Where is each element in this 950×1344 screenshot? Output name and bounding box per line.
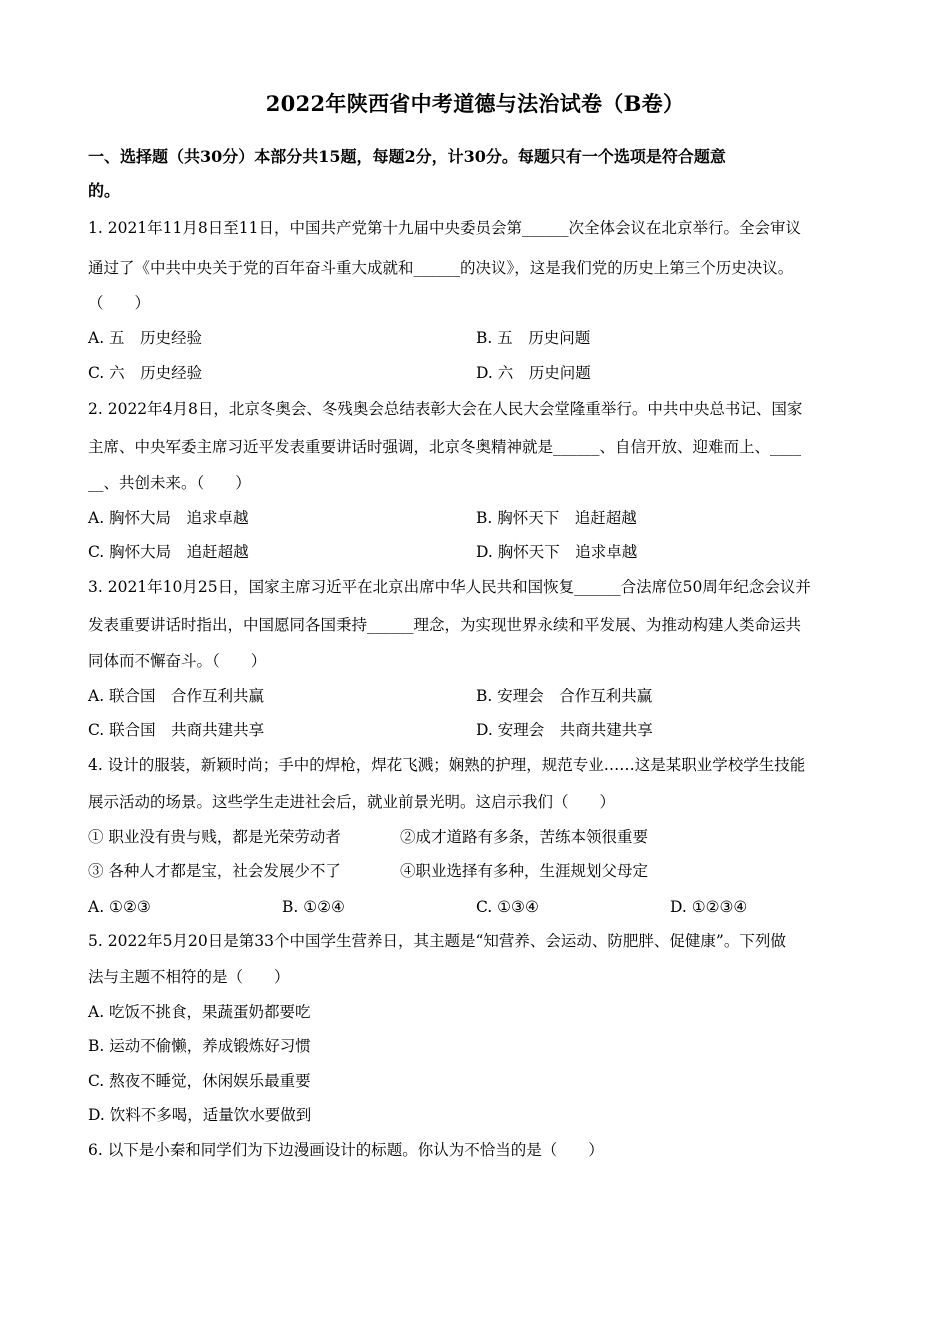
q5-option-a: A. 吃饭不挑食，果蔬蛋奶都要吃 [88, 1003, 311, 1021]
q2-stem-line3: __、共创未来。（ ） [88, 474, 251, 492]
q1-option-a: A. 五 历史经验 [88, 329, 203, 347]
q4-option-b: B. ①②④ [282, 898, 345, 916]
q1-option-b: B. 五 历史问题 [476, 329, 591, 347]
q4-statement-4: ④职业选择有多种，生涯规划父母定 [400, 862, 649, 880]
q5-option-b: B. 运动不偷懒，养成锻炼好习惯 [88, 1037, 311, 1055]
q3-option-c: C. 联合国 共商共建共享 [88, 721, 265, 739]
q2-stem-line2: 主席、中央军委主席习近平发表重要讲话时强调，北京冬奥精神就是______、自信开放、迎难而上、____ [88, 438, 802, 456]
q4-statement-1: ① 职业没有贵与贱，都是光荣劳动者 [88, 828, 341, 846]
q5-option-c: C. 熬夜不睡觉，休闲娱乐最重要 [88, 1072, 311, 1090]
q4-option-d: D. ①②③④ [670, 898, 748, 916]
q2-option-d: D. 胸怀天下 追求卓越 [476, 543, 638, 561]
q3-stem-line2: 发表重要讲话时指出，中国愿同各国秉持______理念，为实现世界永续和平发展、为推动构建人类命运共 [88, 616, 802, 634]
q3-option-a: A. 联合国 合作互利共赢 [88, 687, 265, 705]
q1-option-d: D. 六 历史问题 [476, 364, 591, 382]
q1-stem-line3: （ ） [88, 294, 151, 312]
q2-option-a: A. 胸怀大局 追求卓越 [88, 509, 249, 527]
q5-stem-line2: 法与主题不相符的是（ ） [88, 968, 290, 986]
q2-option-c: C. 胸怀大局 追赶超越 [88, 543, 249, 561]
q1-stem-line1: 1. 2021年11月8日至11日，中国共产党第十九届中央委员会第______次全体会议在北京举行。全会审议 [88, 219, 801, 237]
q4-statement-3: ③ 各种人才都是宝，社会发展少不了 [88, 862, 341, 880]
q4-statement-2: ②成才道路有多条，苦练本领很重要 [400, 828, 649, 846]
q5-option-d: D. 饮料不多喝，适量饮水要做到 [88, 1106, 312, 1124]
section-heading [88, 140, 864, 208]
q4-stem-line2: 展示活动的场景。这些学生走进社会后，就业前景光明。这启示我们（ ） [88, 793, 616, 811]
q2-stem-line1: 2. 2022年4月8日，北京冬奥会、冬残奥会总结表彰大会在人民大会堂隆重举行。中共中央总书记、国家 [88, 400, 803, 418]
q3-stem-line3: 同体而不懈奋斗。（ ） [88, 652, 267, 670]
section-heading-line2: 的。 [88, 181, 121, 200]
q3-option-d: D. 安理会 共商共建共享 [476, 721, 653, 739]
q3-stem-line1: 3. 2021年10月25日，国家主席习近平在北京出席中华人民共和国恢复______合法席位50周年纪念会议并 [88, 578, 811, 596]
q4-option-a: A. ①②③ [88, 898, 151, 916]
q3-option-b: B. 安理会 合作互利共赢 [476, 687, 653, 705]
page-title: 2022年陕西省中考道德与法治试卷（B卷） [265, 91, 685, 116]
q1-stem-line2: 通过了《中共中央关于党的百年奋斗重大成就和______的决议》，这是我们党的历史上第三个历史决议。 [88, 259, 794, 277]
q1-option-c: C. 六 历史经验 [88, 364, 203, 382]
q4-stem-line1: 4. 设计的服装，新颖时尚；手中的焊枪，焊花飞溅；娴熟的护理，规范专业……这是某职业学校学生技能 [88, 756, 806, 774]
q2-option-b: B. 胸怀天下 追赶超越 [476, 509, 637, 527]
q6-stem-line1: 6. 以下是小秦和同学们为下边漫画设计的标题。你认为不恰当的是（ ） [88, 1141, 604, 1159]
section-heading-line1: 一、选择题（共30分）本部分共15题，每题2分，计30分。每题只有一个选项是符合题意 [88, 147, 726, 166]
q4-option-c: C. ①③④ [476, 898, 539, 916]
q5-stem-line1: 5. 2022年5月20日是第33个中国学生营养日，其主题是“知营养、会运动、防肥胖、促健康”。下列做 [88, 932, 786, 950]
